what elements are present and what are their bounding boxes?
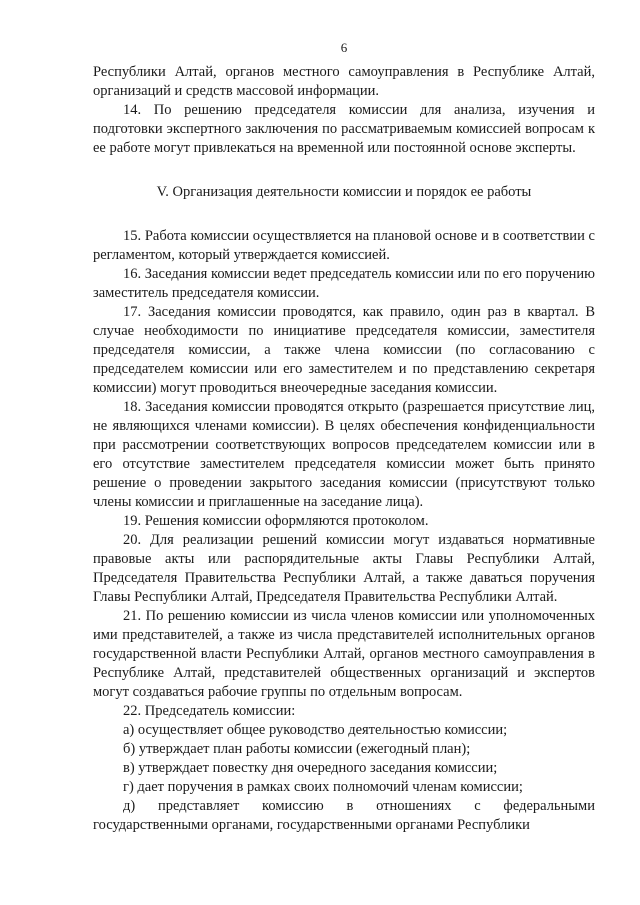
paragraph-item-17: 17. Заседания комиссии проводятся, как правило, один раз в квартал. В случае необходимости по инициативе председателя комиссии, заместителя председателя комиссии, а также члена комиссии (по согласованию с председателем комиссии или его заместителем и по представлению секретаря комиссии) могут проводиться внеочередные заседания комиссии. (93, 304, 595, 396)
document-body (93, 63, 595, 835)
paragraph-item-15: 15. Работа комиссии осуществляется на плановой основе и в соответствии с регламентом, который утверждается комиссией. (93, 228, 595, 263)
list-item-b: б) утверждает план работы комиссии (ежегодный план); (123, 741, 471, 757)
paragraph-item-22: 22. Председатель комиссии: (123, 703, 296, 719)
paragraph-item-19: 19. Решения комиссии оформляются протоколом. (123, 513, 429, 529)
list-item-g: г) дает поручения в рамках своих полномочий членам комиссии; (123, 779, 523, 795)
paragraph-item-14: 14. По решению председателя комиссии для анализа, изучения и подготовки экспертного заключения по рассматриваемым комиссией вопросам к ее работе могут привлекаться на временной или постоянной основе эксперты. (93, 102, 595, 156)
paragraph-item-16: 16. Заседания комиссии ведет председатель комиссии или по его поручению заместитель председателя комиссии. (93, 266, 595, 301)
paragraph-item-18: 18. Заседания комиссии проводятся открыто (разрешается присутствие лиц, не являющихся членами комиссии). В целях обеспечения конфиденциальности при рассмотрении соответствующих вопросов председателем комиссии или в его отсутствие заместителем председателя комиссии может быть принято решение о проведении закрытого заседания комиссии (присутствуют только члены комиссии и приглашенные на заседание лица). (93, 399, 595, 510)
list-item-v: в) утверждает повестку дня очередного заседания комиссии; (123, 760, 498, 776)
section-heading: V. Организация деятельности комиссии и порядок ее работы (156, 184, 532, 200)
list-item-d: д) представляет комиссию в отношениях с федеральными государственными органами, государственными органами Республики (93, 798, 595, 833)
paragraph-item-20: 20. Для реализации решений комиссии могут издаваться нормативные правовые акты или распорядительные акты Главы Республики Алтай, Председателя Правительства Республики Алтай, а также даваться поручения Главы Республики Алтай, Председателя Правительства Республики Алтай. (93, 532, 595, 605)
page-number: 6 (340, 40, 348, 55)
paragraph-item-21: 21. По решению комиссии из числа членов комиссии или уполномоченных ими представителей, а также из числа представителей исполнительных органов государственной власти Республики Алтай, органов местного самоуправления в Республике Алтай, представителей общественных организаций и экспертов могут создаваться рабочие группы по отдельным вопросам. (93, 608, 595, 700)
paragraph: Республики Алтай, органов местного самоуправления в Республике Алтай, организаций и средств массовой информации. (93, 64, 595, 99)
list-item-a: а) осуществляет общее руководство деятельностью комиссии; (123, 722, 508, 738)
